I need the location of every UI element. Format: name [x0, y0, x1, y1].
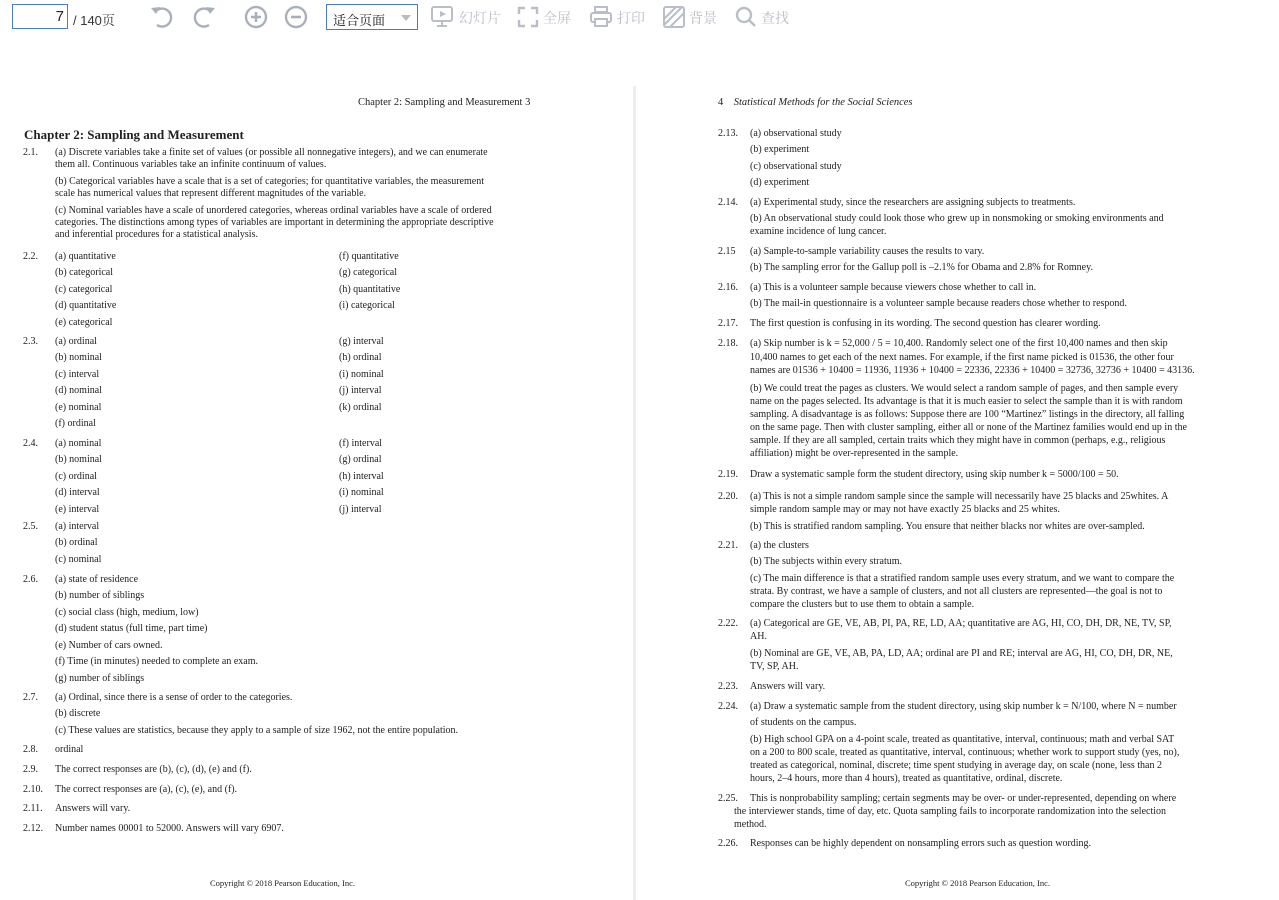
question-number: 2.11.: [23, 803, 43, 814]
chevron-down-icon: [401, 15, 411, 21]
question-number: 2.22.: [718, 618, 738, 629]
answer-item: (g) interval: [339, 336, 384, 347]
answer-text: Answers will vary.: [55, 803, 131, 814]
answer-line: (b) High school GPA on a 4-point scale, treated as quantitative, interval, continuous; math and verbal SAT: [750, 734, 1175, 745]
page-divider: [633, 86, 636, 900]
viewer-toolbar: [0, 0, 1279, 36]
find-label: 查找: [761, 10, 789, 26]
answer-item: (h) quantitative: [339, 284, 401, 295]
answer-item: (a) ordinal: [55, 336, 97, 347]
answer-line: Answers will vary.: [750, 681, 826, 692]
fullscreen-button[interactable]: [516, 6, 571, 30]
answer-line: Draw a systematic sample form the student directory, using skip number k = 5000/100 = 50.: [750, 469, 1119, 480]
answer-item: (b) ordinal: [55, 537, 98, 548]
answer-item: (i) nominal: [339, 369, 384, 380]
answer-item: (f) Time (in minutes) needed to complete an exam.: [55, 656, 259, 667]
background-label: 背景: [689, 10, 717, 26]
question-number: 2.24.: [718, 701, 738, 712]
answer-line: (b) An observational study could look those who grew up in nonsmoking or smoking environments and: [750, 213, 1164, 224]
background-button[interactable]: [662, 6, 717, 30]
answer-item: (f) ordinal: [55, 418, 96, 429]
page-total: / 140页: [73, 13, 115, 28]
running-header-title: Statistical Methods for the Social Sciences: [733, 97, 913, 108]
answer-item: (c) social class (high, medium, low): [55, 607, 199, 618]
answer-line: (b) Nominal are GE, VE, AB, PA, LD, AA; ordinal are PI and RE; interval are AG, HI, CO, DH, DR, NE,: [750, 648, 1173, 659]
answer-item: (k) ordinal: [339, 402, 382, 413]
answer-line: names are 01536 + 10400 = 11936, 11936 + 10400 = 22336, 22336 + 10400 = 32736, 32736 + 10400 = 43136.: [750, 365, 1195, 376]
background-icon: [662, 5, 686, 32]
slideshow-icon: [430, 5, 456, 32]
answer-item: (h) ordinal: [339, 352, 382, 363]
answer-line: (b) The mail-in questionnaire is a volunteer sample because readers chose whether to respond.: [750, 298, 1127, 309]
question-number: 2.19.: [718, 469, 738, 480]
answer-item: (b) number of siblings: [55, 590, 145, 601]
answer-item: (a) interval: [55, 521, 100, 532]
answer-item: (c) interval: [55, 369, 100, 380]
answer-line: (a) Categorical are GE, VE, AB, PI, PA, RE, LD, AA; quantitative are AG, HI, CO, DH, DR, NE, TV, SP,: [750, 618, 1172, 629]
fullscreen-icon: [516, 5, 540, 32]
answer-line: sampling. A disadvantage is as follows: Suppose there are 100 “Martinez” listings in the directory, all falling: [750, 409, 1185, 420]
answer-line: categories. The distinctions among types of variables are important in determining the appropriate descriptive: [55, 217, 494, 228]
zoom-in-icon[interactable]: [242, 3, 270, 31]
answer-line: the interviewer stands, time of day, etc. Quota sampling fails to incorporate randomization into the selection: [734, 806, 1167, 817]
answer-item: (i) categorical: [339, 300, 395, 311]
answer-line: sample. If they are all sampled, certain traits which they might have in common (perhaps, e.g., religious: [750, 435, 1166, 446]
answer-line: (a) Experimental study, since the researchers are assigning subjects to treatments.: [750, 197, 1076, 208]
answer-line: (a) This is not a simple random sample since the sample will necessarily have 25 blacks and 25whites. A: [750, 491, 1169, 502]
page-footer: Copyright © 2018 Pearson Education, Inc.: [210, 878, 356, 888]
question-number: 2.8.: [23, 744, 38, 755]
slideshow-button[interactable]: [430, 6, 501, 30]
answer-line: (d) experiment: [750, 177, 810, 188]
answer-item: (e) Number of cars owned.: [55, 640, 163, 651]
answer-line: (b) experiment: [750, 144, 810, 155]
answer-line: (c) observational study: [750, 161, 842, 172]
answer-line: 10,400 names to get each of the next names. For example, if the first name picked is 01536, the other four: [750, 352, 1174, 363]
answer-item: (f) interval: [339, 438, 383, 449]
question-number: 2.5.: [23, 521, 38, 532]
answer-item: (h) interval: [339, 471, 384, 482]
answer-line: (b) We could treat the pages as clusters. We would select a random sample of pages, and then sample every: [750, 383, 1179, 394]
find-button[interactable]: [734, 6, 789, 30]
answer-item: (i) nominal: [339, 487, 384, 498]
answer-item: (c) categorical: [55, 284, 113, 295]
zoom-select-value: 适合页面: [333, 13, 386, 28]
answer-item: (e) interval: [55, 504, 100, 515]
answer-line: (a) This is a volunteer sample because viewers chose whether to call in.: [750, 282, 1037, 293]
answer-line: (a) Skip number is k = 52,000 / 5 = 10,400. Randomly select one of the first 10,400 names and then skip: [750, 338, 1168, 349]
answer-line: (b) The sampling error for the Gallup poll is –2.1% for Obama and 2.8% for Romney.: [750, 262, 1093, 273]
question-number: 2.2.: [23, 251, 38, 262]
answer-line: (b) This is stratified random sampling. You ensure that neither blacks nor whites are over-sampled.: [750, 521, 1145, 532]
question-number: 2.17.: [718, 318, 738, 329]
answer-line: simple random sample may or may not have exactly 25 blacks and 25 whites.: [750, 504, 1060, 515]
answer-line: examine incidence of lung cancer.: [750, 226, 887, 237]
print-button[interactable]: [588, 6, 645, 30]
running-header: [718, 97, 913, 108]
document-page-left: [18, 86, 626, 900]
answer-line: (b) The subjects within every stratum.: [750, 556, 903, 567]
answer-line: compare the clusters but to use them to obtain a sample.: [750, 599, 975, 610]
answer-item: (a) nominal: [55, 438, 102, 449]
question-number: 2.1.: [23, 147, 38, 158]
question-number: 2.6.: [23, 574, 38, 585]
answer-line: The first question is confusing in its wording. The second question has clearer wording.: [750, 318, 1101, 329]
answer-item: (b) nominal: [55, 352, 102, 363]
print-icon: [588, 5, 614, 32]
page-footer: Copyright © 2018 Pearson Education, Inc.: [905, 878, 1051, 888]
answer-text: The correct responses are (b), (c), (d), (e) and (f).: [55, 764, 252, 775]
answer-item: (f) quantitative: [339, 251, 399, 262]
answer-item: (b) categorical: [55, 267, 114, 278]
answer-line: Responses can be highly dependent on nonsampling errors such as question wording.: [750, 838, 1092, 849]
answer-line: them all. Continuous variables take an infinite continuum of values.: [55, 159, 327, 170]
answer-line: hours, 2–4 hours, more than 4 hours), treated as quantitative, ordinal, discrete.: [750, 773, 1063, 784]
answer-item: (d) student status (full time, part time): [55, 623, 208, 634]
answer-item: (e) categorical: [55, 317, 113, 328]
answer-line: on the same page. Then with cluster sampling, either all or none of the Martinez families would end up in the: [750, 422, 1187, 433]
answer-item: (b) nominal: [55, 454, 102, 465]
question-number: 2.15: [718, 246, 736, 257]
fullscreen-label: 全屏: [543, 10, 571, 26]
question-number: 2.14.: [718, 197, 738, 208]
answer-line: (c) The main difference is that a stratified random sample uses every stratum, and we want to compare the: [750, 573, 1175, 584]
zoom-out-icon[interactable]: [282, 3, 310, 31]
answer-line: TV, SP, AH.: [750, 661, 799, 672]
answer-item: (c) nominal: [55, 554, 102, 565]
page-number-input[interactable]: [12, 4, 68, 29]
document-page-right: [648, 86, 1256, 900]
answer-line: strata. By contrast, we have a sample of clusters, and not all clusters are represented—the goal is not to: [750, 586, 1163, 597]
question-number: 2.9.: [23, 764, 38, 775]
question-number: 2.26.: [718, 838, 738, 849]
answer-line: name on the pages selected. Its advantage is that it is much easier to select the sample than it is with random: [750, 396, 1183, 407]
answer-line: AH.: [750, 631, 767, 642]
answer-line: (a) Discrete variables take a finite set of values (or possible all nonnegative integers), and we can enumerate: [55, 147, 488, 158]
answer-item: (c) ordinal: [55, 471, 97, 482]
answer-line: (c) Nominal variables have a scale of unordered categories, whereas ordinal variables have a scale of ordered: [55, 205, 492, 216]
answer-item: (g) categorical: [339, 267, 398, 278]
answer-item: (e) nominal: [55, 402, 102, 413]
running-header-page-number: 4: [718, 97, 724, 108]
question-number: 2.20.: [718, 491, 738, 502]
answer-item: (a) quantitative: [55, 251, 116, 262]
answer-line: affiliation) might be over-represented in the sample.: [750, 448, 959, 459]
answer-line: (a) Draw a systematic sample from the student directory, using skip number k = N/100, where N = number: [750, 701, 1177, 712]
answer-item: (c) These values are statistics, because they apply to a sample of size 1962, not the entire population.: [55, 725, 459, 736]
undo-icon[interactable]: [148, 3, 176, 31]
answer-item: (j) interval: [339, 385, 382, 396]
answer-line: scale has numerical values that represent different magnitudes of the variable.: [55, 188, 367, 199]
answer-item: (b) discrete: [55, 708, 101, 719]
question-number: 2.13.: [718, 128, 738, 139]
answer-line: on a 200 to 800 scale, treated as quantitative, interval, continuous; whether work to support study (yes, no),: [750, 747, 1180, 758]
chapter-title: Chapter 2: Sampling and Measurement: [24, 127, 244, 142]
answer-item: (a) Ordinal, since there is a sense of order to the categories.: [55, 692, 293, 703]
answer-text: Number names 00001 to 52000. Answers will vary 6907.: [55, 823, 284, 834]
answer-text: ordinal: [55, 744, 84, 755]
question-number: 2.12.: [23, 823, 43, 834]
answer-text: The correct responses are (a), (c), (e), and (f).: [55, 784, 238, 795]
answer-item: (d) interval: [55, 487, 100, 498]
question-number: 2.18.: [718, 338, 738, 349]
question-number: 2.23.: [718, 681, 738, 692]
answer-item: (g) number of siblings: [55, 673, 145, 684]
question-number: 2.16.: [718, 282, 738, 293]
question-number: 2.25.: [718, 793, 738, 804]
answer-item: (d) quantitative: [55, 300, 117, 311]
redo-icon[interactable]: [190, 3, 218, 31]
answer-line: (a) Sample-to-sample variability causes the results to vary.: [750, 246, 985, 257]
answer-item: (d) nominal: [55, 385, 102, 396]
question-number: 2.7.: [23, 692, 38, 703]
zoom-select[interactable]: [326, 4, 418, 30]
question-number: 2.21.: [718, 540, 738, 551]
answer-line: and inferential procedures for a statistical analysis.: [55, 229, 258, 240]
question-number: 2.10.: [23, 784, 43, 795]
print-label: 打印: [617, 10, 645, 26]
answer-line: (a) the clusters: [750, 540, 809, 551]
question-number: 2.4.: [23, 438, 38, 449]
answer-line: treated as categorical, nominal, discrete; time spent studying in average day, on scale (none, less than 2: [750, 760, 1162, 771]
answer-line: of students on the campus.: [750, 717, 857, 728]
question-number: 2.3.: [23, 336, 38, 347]
answer-line: (b) Categorical variables have a scale that is a set of categories; for quantitative variables, the measurement: [55, 176, 484, 187]
answer-item: (j) interval: [339, 504, 382, 515]
answer-item: (g) ordinal: [339, 454, 382, 465]
answer-item: (a) state of residence: [55, 574, 139, 585]
answer-line: method.: [734, 819, 767, 830]
answer-line: (a) observational study: [750, 128, 842, 139]
slideshow-label: 幻灯片: [459, 10, 501, 26]
running-header: Chapter 2: Sampling and Measurement 3: [358, 97, 531, 108]
search-icon: [734, 5, 758, 32]
answer-line: This is nonprobability sampling; certain segments may be over- or under-represented, depending on where: [750, 793, 1177, 804]
